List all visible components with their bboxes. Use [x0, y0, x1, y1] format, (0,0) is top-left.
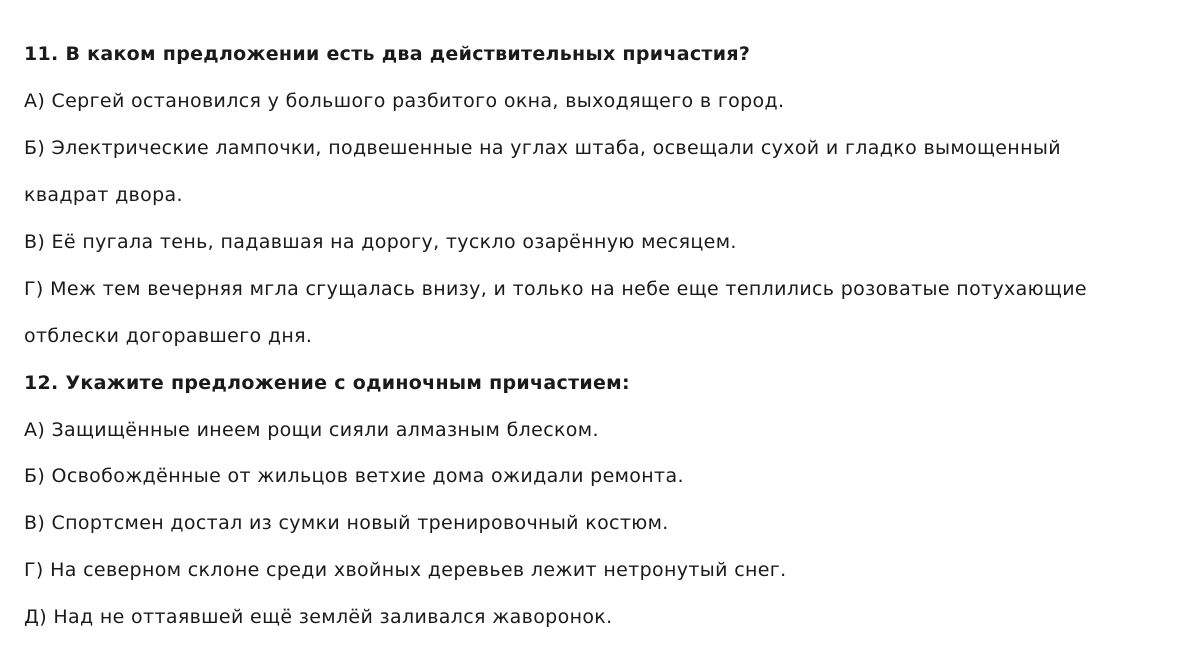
question-11-option-b-continued: квадрат двора. — [24, 184, 183, 206]
question-11-option-g: Г) Меж тем вечерняя мгла сгущалась внизу, и только на небе еще теплились розоватые потухающие — [24, 278, 1087, 300]
question-11-option-b: Б) Электрические лампочки, подвешенные на углах штаба, освещали сухой и гладко вымощенный — [24, 137, 1061, 159]
question-11-option-a: А) Сергей остановился у большого разбитого окна, выходящего в город. — [24, 90, 785, 112]
question-12-title: 12. Укажите предложение с одиночным причастием: — [24, 372, 630, 394]
question-12-option-a: А) Защищённые инеем рощи сияли алмазным блеском. — [24, 419, 599, 441]
question-11-option-g-continued: отблески догоравшего дня. — [24, 325, 313, 347]
question-11-title: 11. В каком предложении есть два действительных причастия? — [24, 43, 751, 65]
question-12-option-d: Д) Над не оттаявшей ещё землёй заливался жаворонок. — [24, 606, 613, 628]
question-12-option-v: В) Спортсмен достал из сумки новый тренировочный костюм. — [24, 512, 669, 534]
question-12-option-b: Б) Освобождённые от жильцов ветхие дома ожидали ремонта. — [24, 465, 684, 487]
question-11-option-v: В) Её пугала тень, падавшая на дорогу, тускло озарённую месяцем. — [24, 231, 737, 253]
question-12-option-g: Г) На северном склоне среди хвойных деревьев лежит нетронутый снег. — [24, 559, 787, 581]
